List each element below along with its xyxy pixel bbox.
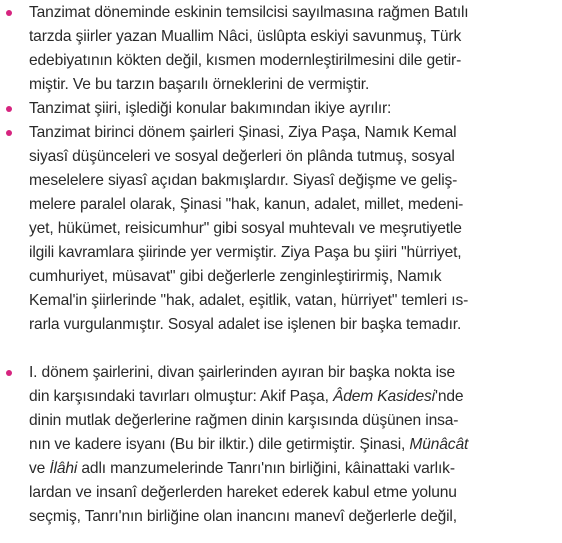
text-line: [29, 313, 461, 337]
italic-title: Münâcât: [409, 436, 469, 453]
text-segment: ve: [29, 460, 50, 477]
text-segment: I. dönem şairlerini, divan şairlerinden ayıran bir başka nokta ise: [29, 364, 456, 381]
text-segment: Tanzimat döneminde eskinin temsilcisi sayılmasına rağmen Batılı: [29, 4, 469, 21]
text-line: [29, 505, 457, 529]
text-segment: yet, hükümet, reisicumhur" gibi sosyal muhtevalı ve meşrutiyetle: [29, 220, 462, 237]
text-segment: adlı manzumelerinde Tanrı'nın birliğini, kâinattaki varlık-: [77, 460, 455, 477]
text-line: [29, 73, 369, 97]
text-line: [29, 481, 457, 505]
text-segment: cumhuriyet, müsavat" gibi değerlerle zenginleştirirmiş, Namık: [29, 268, 442, 285]
text-segment: Tanzimat birinci dönem şairleri Şinasi, Ziya Paşa, Namık Kemal: [29, 124, 457, 141]
text-segment: edebiyatının kökten değil, kısmen modernleştirilmesini dile getir-: [29, 52, 462, 69]
text-segment: ilgili kavramlara şiirinde yer vermiştir. Ziya Paşa bu şiiri "hürriyet,: [29, 244, 462, 261]
text-segment: din karşısındaki tavırları olmuştur: Akif Paşa,: [29, 388, 333, 405]
text-line: [29, 457, 455, 481]
text-segment: melere paralel olarak, Şinasi "hak, kanun, adalet, millet, medeni-: [29, 196, 464, 213]
italic-title: İlâhi: [49, 460, 78, 477]
bullet-icon: [6, 130, 12, 136]
text-line: [29, 49, 461, 73]
text-line: [29, 361, 455, 385]
text-line: [29, 265, 441, 289]
text-line: [29, 217, 462, 241]
text-segment: rarla vurgulanmıştır. Sosyal adalet ise işlenen bir başka temadır.: [29, 316, 462, 333]
bullet-item: [0, 361, 562, 529]
text-line: [29, 169, 457, 193]
text-line: [29, 97, 391, 121]
bullet-item: [0, 121, 562, 337]
text-line: [29, 409, 458, 433]
text-segment: Kemal'in şiirlerinde "hak, adalet, eşitlik, vatan, hürriyet" temleri ıs-: [29, 292, 469, 309]
text-line: [29, 1, 469, 25]
text-segment: tarzda şiirler yazan Muallim Nâci, üslûpta eskiyi savunmuş, Türk: [29, 28, 462, 45]
text-line: [29, 433, 468, 457]
text-segment: nın ve kadere isyanı (Bu bir ilktir.) dile getirmiştir. Şinasi,: [29, 436, 410, 453]
bullet-item: [0, 97, 562, 121]
text-line: [29, 193, 463, 217]
text-line: [29, 385, 463, 409]
text-segment: Tanzimat şiiri, işlediği konular bakımından ikiye ayrılır:: [29, 100, 392, 117]
text-segment: miştir. Ve bu tarzın başarılı örneklerini de vermiştir.: [29, 76, 370, 93]
text-segment: lardan ve insanî değerlerden hareket ederek kabul etme yolunu: [29, 484, 457, 501]
text-segment: seçmiş, Tanrı'nın birliğine olan inancını manevî değerlerle değil,: [29, 508, 457, 525]
text-segment: siyasî düşünceleri ve sosyal değerleri ön plânda tutmuş, sosyal: [29, 148, 455, 165]
text-segment: 'nde: [435, 388, 464, 405]
bullet-icon: [6, 370, 12, 376]
text-line: [29, 289, 468, 313]
bullet-icon: [6, 10, 12, 16]
text-line: [29, 145, 455, 169]
text-line: [29, 241, 462, 265]
bullet-item: [0, 1, 562, 97]
text-segment: meselelere siyasî açıdan bakmışlardır. Siyasî değişme ve geliş-: [29, 172, 458, 189]
text-line: [29, 121, 456, 145]
bullet-icon: [6, 106, 12, 112]
text-line: [29, 25, 461, 49]
text-segment: dinin mutlak değerlerine rağmen dinin karşısında düşünen insa-: [29, 412, 459, 429]
italic-title: Âdem Kasidesi: [332, 388, 435, 405]
